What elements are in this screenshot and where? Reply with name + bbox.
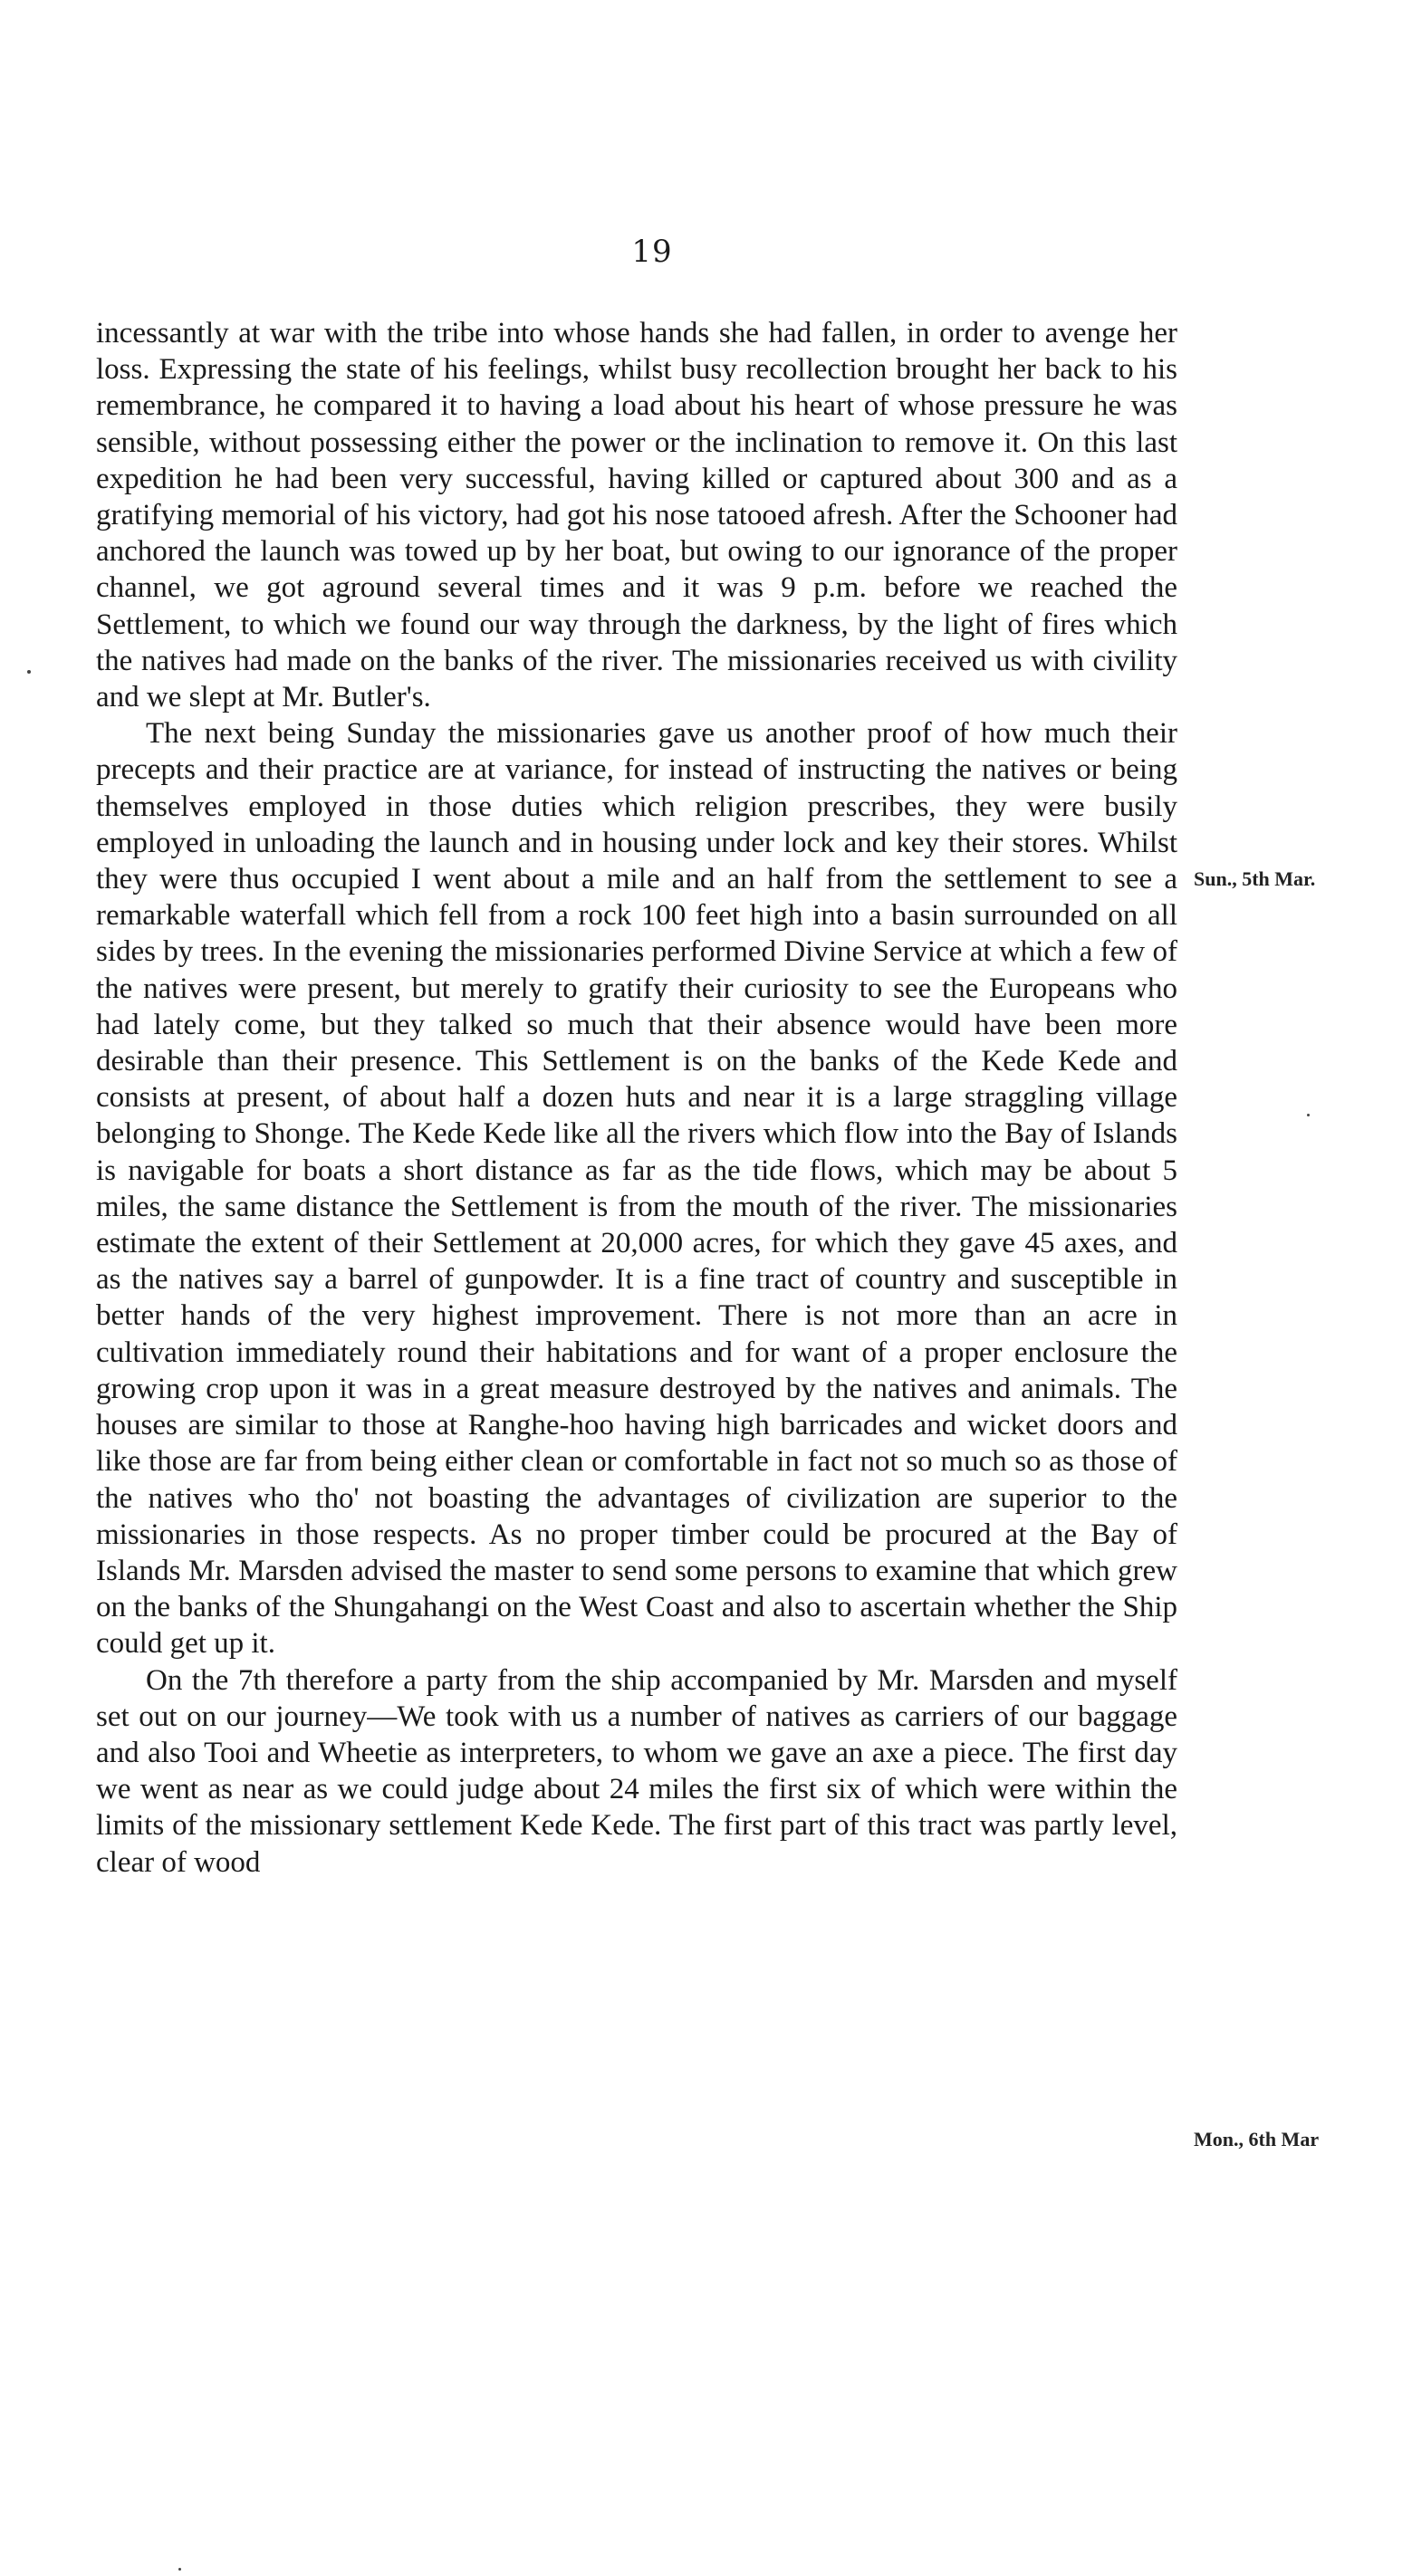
scan-speck (27, 670, 31, 674)
page-number: 19 (631, 234, 673, 270)
paragraph-3: On the 7th therefore a party from the ship accompanied by Mr. Marsden and myself set out on our journey—We took with us a number of natives as carriers of our baggage and also Tooi and Wheetie as interpreters, to whom we gave an axe a piece. The first day we went as near as we could judge about 24 miles the first six of which were within the limits of the missionary settlement Kede Kede. The first part of this tract was partly level, clear of wood (96, 1663, 1177, 1879)
body-text (96, 315, 1177, 1881)
scan-speck (1307, 1114, 1310, 1116)
margin-note-monday: Mon., 6th Mar (1194, 2128, 1320, 2150)
scan-speck (178, 2568, 181, 2571)
paragraph-1: incessantly at war with the tribe into whose hands she had fallen, in order to avenge her loss. Expressing the state of his feelings, whilst busy recollection brought her back to his remembrance, he compared it to having a load about his heart of whose pressure he was sensible, without possessing either the power or the inclination to remove it. On this last expedition he had been very successful, having killed or captured about 300 and as a gratifying memorial of his victory, had got his nose tatooed afresh. After the Schooner had anchored the launch was towed up by her boat, but owing to our ignorance of the proper channel, we got aground several times and it was 9 p.m. before we reached the Settlement, to which we found our way through the darkness, by the light of fires which the natives had made on the banks of the river. The missionaries received us with civility and we slept at Mr. Butler's. (96, 317, 1177, 714)
paragraph-2: The next being Sunday the missionaries gave us another proof of how much their precepts and their practice are at variance, for instead of instructing the natives or being themselves employed in those duties which religion prescribes, they were busily employed in unloading the launch and in housing under lock and key their stores. Whilst they were thus occupied I went about a mile and an half from the settlement to see a remarkable waterfall which fell from a rock 100 feet high into a basin surrounded on all sides by trees. In the evening the missionaries performed Divine Service at which a few of the natives were present, but merely to gratify their curiosity to see the Europeans who had lately come, but they talked so much that their absence would have been more desirable than their presence. This Settlement is on the banks of the Kede Kede and consists at present, of about half a dozen huts and near it is a large straggling village belonging to Shonge. The Kede Kede like all the rivers which flow into the Bay of Islands is navigable for boats a short distance as far as the tide flows, which may be about 5 miles, the same distance the Settlement is from the mouth of the river. The missionaries estimate the extent of their Settlement at 20,000 acres, for which they gave 45 axes, and as the natives say a barrel of gunpowder. It is a fine tract of country and susceptible in better hands of the very highest improvement. There is not more than an acre in cultivation immediately round their habitations and for want of a proper enclosure the growing crop upon it was in a great measure destroyed by the natives and animals. The houses are similar to those at Ranghe-hoo having high barricades and wicket doors and like those are far from being either clean or comfortable in fact not so much so as those of the natives who tho' not boasting the advantages of civilization are superior to the missionaries in those respects. As no proper timber could be procured at the Bay of Islands Mr. Marsden advised the master to send some persons to examine that which grew on the banks of the Shungahangi on the West Coast and also to ascertain whether the Ship could get up it. (96, 717, 1177, 1661)
margin-note-sunday: Sun., 5th Mar. (1194, 867, 1316, 890)
